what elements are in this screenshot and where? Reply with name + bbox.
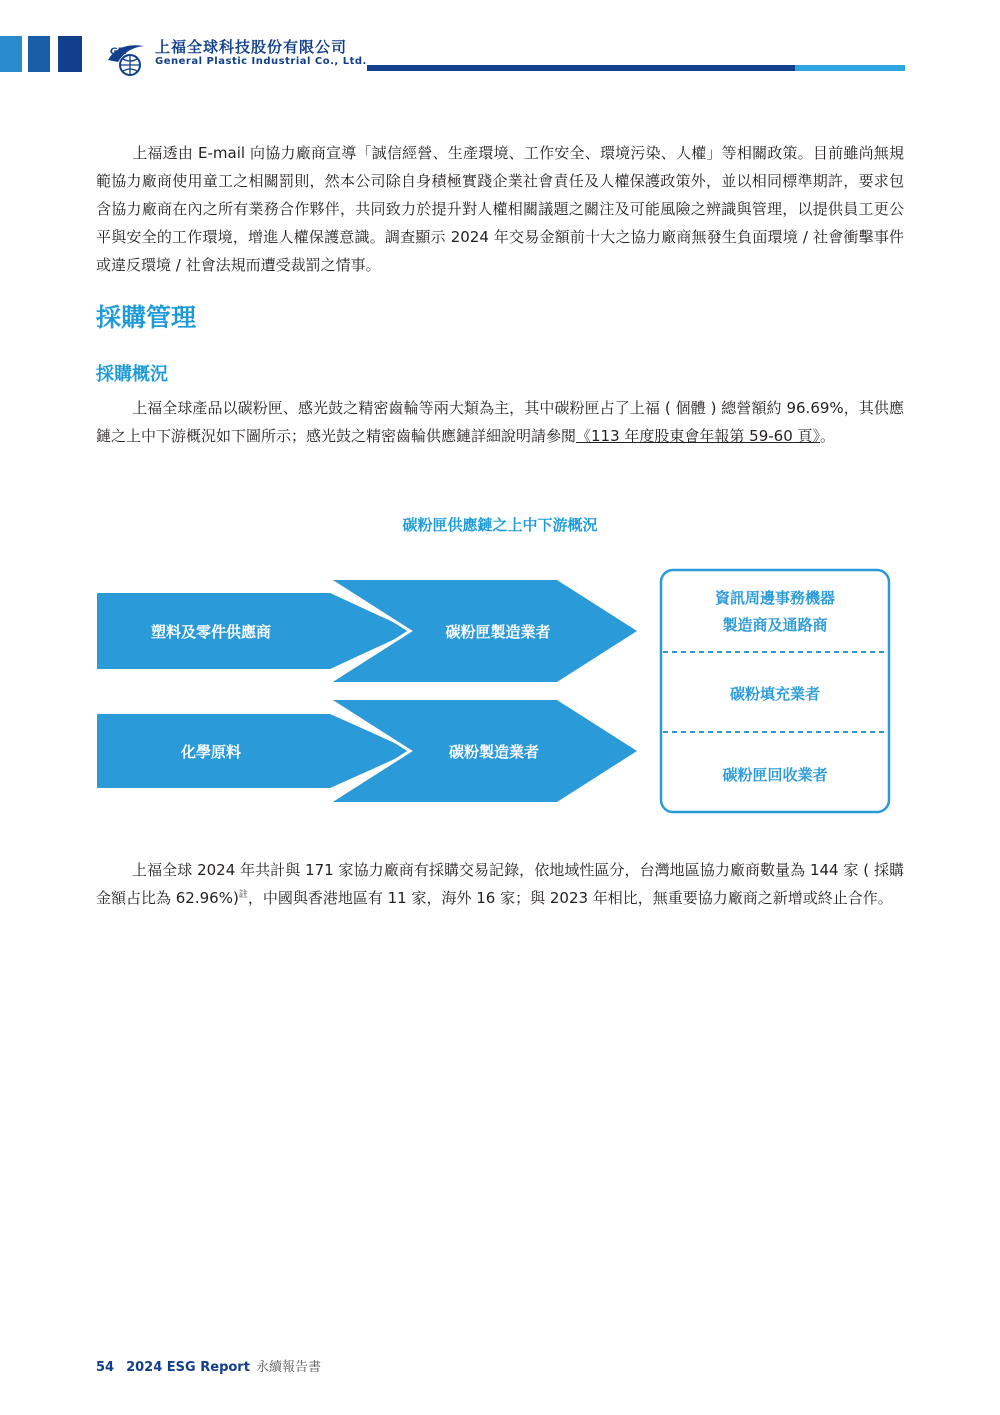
page-footer: [96, 1356, 321, 1375]
downstream-1b-label: 製造商及通路商: [722, 616, 828, 634]
annual-report-link[interactable]: 《113 年度股東會年報第 59-60 頁》: [576, 427, 821, 445]
logo-text: GPI: [110, 47, 128, 57]
intro-text: 上福透由 E-mail 向協力廠商宣導「誠信經營、生產環境、工作安全、環境污染、人權」等相關政策。目前雖尚無規範協力廠商使用童工之相關罰則，然本公司除自身積極實踐企業社會責任及人權保護政策外，並以相同標準期許，要求包含協力廠商在內之所有業務合作夥伴，共同致力於提升對人權相關議題之關注及可能風險之辨識與管理，以提供員工更公平與安全的工作環境，增進人權保護意識。調查顯示 2024 年交易金額前十大之協力廠商無發生負面環境 / 社會衝擊事件或違反環境 / 社會法規而遭受裁罰之情事。: [96, 144, 904, 274]
summary-text-end: ，中國與香港地區有 11 家，海外 16 家；與 2023 年相比，無重要協力廠商之新增或終止合作。: [247, 889, 893, 907]
page-number: 54: [96, 1360, 115, 1375]
diagram-title: 碳粉匣供應鏈之上中下游概況: [402, 516, 598, 534]
downstream-3-label: 碳粉匣回收業者: [722, 766, 828, 784]
procurement-paragraph: [96, 394, 904, 450]
footnote-marker[interactable]: 註: [238, 890, 248, 900]
header-block-1: [0, 36, 22, 72]
downstream-2-label: 碳粉填充業者: [729, 685, 821, 703]
intro-paragraph: [96, 139, 904, 279]
downstream-1a-label: 資訊周邊事務機器: [714, 589, 836, 607]
report-name-zh: 永續報告書: [255, 1360, 321, 1375]
section-subtitle: 採購概況: [96, 364, 168, 385]
row1-upstream-label: 塑料及零件供應商: [150, 623, 272, 641]
row1-mid-label: 碳粉匣製造業者: [445, 623, 551, 641]
company-logo: [104, 38, 152, 78]
header-block-2: [28, 36, 50, 72]
procurement-text: 上福全球產品以碳粉匣、感光鼓之精密齒輪等兩大類為主，其中碳粉匣占了上福 ( 個體 ) 總營額約 96.69%，其供應鏈之上中下游概況如下圖所示；感光鼓之精密齒輪供應鏈詳細說明請參閱: [96, 399, 904, 445]
company-name-zh: 上福全球科技股份有限公司: [155, 38, 348, 56]
header-block-3: [58, 36, 82, 72]
procurement-text-end: 。: [820, 427, 836, 445]
report-name: 2024 ESG Report: [126, 1360, 250, 1375]
header-rule-dark: [367, 65, 795, 71]
row2-mid-label: 碳粉製造業者: [448, 743, 540, 761]
company-name-en: General Plastic Industrial Co., Ltd.: [155, 56, 367, 67]
summary-paragraph: [96, 856, 904, 912]
header-rule-light: [795, 65, 905, 71]
summary-text: 上福全球 2024 年共計與 171 家協力廠商有採購交易記錄，依地域性區分，台灣地區協力廠商數量為 144 家 ( 採購金額占比為 62.96%): [96, 861, 904, 907]
supply-chain-diagram: [0, 560, 1000, 820]
row2-upstream-arrow: [98, 715, 410, 787]
section-title: 採購管理: [96, 303, 197, 332]
row2-upstream-label: 化學原料: [180, 743, 242, 761]
